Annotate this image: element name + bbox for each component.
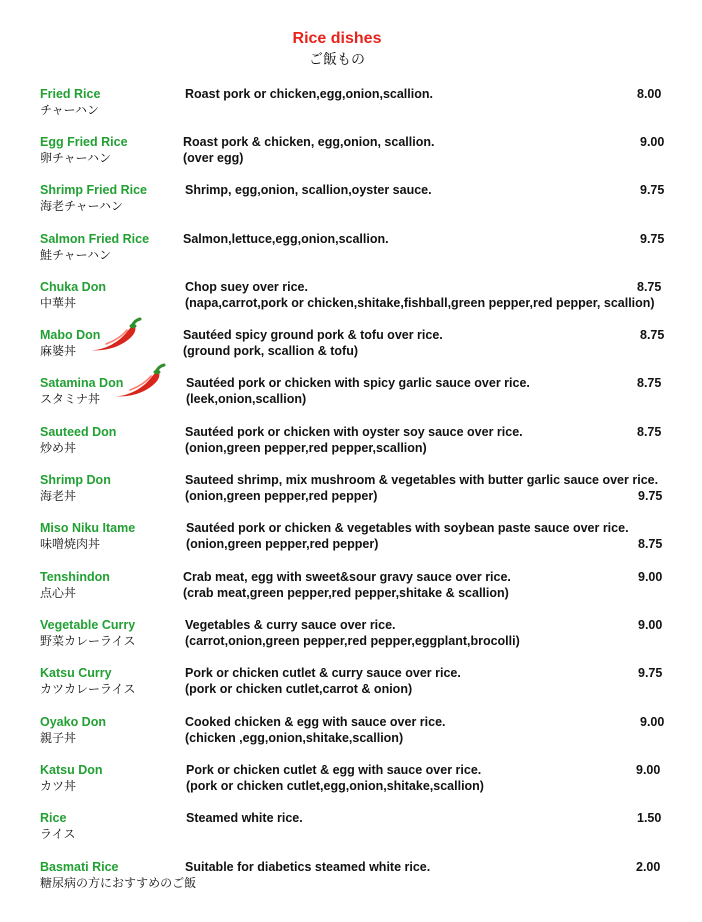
menu-item: [0, 520, 702, 560]
dish-ingredients: (carrot,onion,green pepper,red pepper,eggplant,brocolli): [185, 634, 520, 648]
dish-price: 9.75: [638, 666, 663, 680]
dish-ingredients: (onion,green pepper,red pepper,scallion): [185, 441, 427, 455]
dish-name: Katsu Don: [40, 763, 103, 777]
chili-pepper-icon: [110, 363, 166, 399]
dish-price: 9.75: [640, 183, 665, 197]
dish-price: 2.00: [636, 860, 661, 874]
dish-name: Chuka Don: [40, 280, 106, 294]
dish-description: Suitable for diabetics steamed white rice.: [185, 860, 431, 874]
dish-description: Sauteed shrimp, mix mushroom & vegetables with butter garlic sauce over rice.: [185, 473, 659, 487]
menu-item: [0, 327, 702, 367]
chili-pepper-icon: [86, 317, 142, 353]
menu-item: [0, 86, 702, 126]
menu-item: [0, 279, 702, 319]
dish-name: Katsu Curry: [40, 666, 112, 680]
menu-item: [0, 665, 702, 705]
menu-item: [0, 424, 702, 464]
dish-name: Shrimp Don: [40, 473, 111, 487]
dish-japanese-name: チャーハン: [40, 103, 100, 117]
menu-item: [0, 762, 702, 802]
dish-description: Roast pork & chicken, egg,onion, scallion.: [183, 135, 435, 149]
dish-name: Satamina Don: [40, 376, 124, 390]
dish-name: Tenshindon: [40, 570, 110, 584]
dish-description: Salmon,lettuce,egg,onion,scallion.: [183, 232, 389, 246]
dish-ingredients: (onion,green pepper,red pepper): [186, 537, 379, 551]
dish-ingredients: (onion,green pepper,red pepper): [185, 489, 378, 503]
dish-name: Basmati Rice: [40, 860, 119, 874]
dish-description: Pork or chicken cutlet & egg with sauce over rice.: [186, 763, 482, 777]
dish-name: Vegetable Curry: [40, 618, 136, 632]
dish-price: 9.75: [638, 489, 663, 503]
dish-japanese-name: 糖尿病の方におすすめのご飯: [40, 876, 197, 890]
dish-ingredients: (ground pork, scallion & tofu): [183, 344, 358, 358]
dish-price: 8.75: [637, 376, 662, 390]
dish-japanese-name: 卵チャーハン: [40, 151, 112, 165]
dish-price: 9.75: [640, 232, 665, 246]
dish-japanese-name: 麻婆丼: [40, 344, 77, 358]
dish-japanese-name: 味噌焼肉丼: [40, 537, 101, 551]
dish-ingredients: (leek,onion,scallion): [186, 392, 307, 406]
dish-price: 9.00: [640, 135, 665, 149]
dish-japanese-name: 親子丼: [40, 731, 77, 745]
menu-item: [0, 182, 702, 222]
dish-japanese-name: 海老丼: [40, 489, 77, 503]
dish-ingredients: (pork or chicken cutlet,carrot & onion): [185, 682, 413, 696]
dish-japanese-name: カツカレーライス: [40, 682, 136, 696]
dish-price: 9.00: [638, 570, 663, 584]
menu-item: [0, 859, 702, 899]
dish-description: Sautéed pork or chicken with spicy garlic sauce over rice.: [186, 376, 530, 390]
dish-japanese-name: 炒め丼: [40, 441, 77, 455]
dish-description: Steamed white rice.: [186, 811, 303, 825]
menu-item: [0, 134, 702, 174]
menu-item: [0, 375, 702, 415]
dish-description: Chop suey over rice.: [185, 280, 308, 294]
menu-item: [0, 810, 702, 850]
dish-price: 9.00: [636, 763, 661, 777]
dish-ingredients: (chicken ,egg,onion,shitake,scallion): [185, 731, 404, 745]
dish-ingredients: (pork or chicken cutlet,egg,onion,shitake,scallion): [186, 779, 484, 793]
dish-ingredients: (crab meat,green pepper,red pepper,shitake & scallion): [183, 586, 509, 600]
dish-japanese-name: スタミナ丼: [40, 392, 101, 406]
menu-subtitle: ご飯もの: [309, 52, 365, 68]
menu-item: [0, 231, 702, 271]
menu-item: [0, 569, 702, 609]
dish-name: Egg Fried Rice: [40, 135, 128, 149]
dish-japanese-name: 鮭チャーハン: [40, 248, 112, 262]
dish-description: Sautéed pork or chicken & vegetables with soybean paste sauce over rice.: [186, 521, 629, 535]
dish-description: Vegetables & curry sauce over rice.: [185, 618, 396, 632]
dish-name: Oyako Don: [40, 715, 106, 729]
dish-name: Rice: [40, 811, 67, 825]
dish-price: 1.50: [637, 811, 662, 825]
dish-price: 9.00: [640, 715, 665, 729]
dish-name: Shrimp Fried Rice: [40, 183, 147, 197]
dish-japanese-name: 海老チャーハン: [40, 199, 124, 213]
dish-description: Sautéed pork or chicken with oyster soy sauce over rice.: [185, 425, 523, 439]
dish-price: 8.75: [640, 328, 665, 342]
dish-japanese-name: 野菜カレーライス: [40, 634, 136, 648]
dish-price: 8.75: [637, 280, 662, 294]
menu-header: [0, 29, 702, 69]
dish-description: Sautéed spicy ground pork & tofu over rice.: [183, 328, 443, 342]
dish-name: Fried Rice: [40, 87, 101, 101]
dish-description: Crab meat, egg with sweet&sour gravy sauce over rice.: [183, 570, 511, 584]
dish-name: Salmon Fried Rice: [40, 232, 150, 246]
dish-description: Pork or chicken cutlet & curry sauce over rice.: [185, 666, 461, 680]
menu-item: [0, 472, 702, 512]
dish-ingredients: (over egg): [183, 151, 244, 165]
dish-price: 8.75: [638, 537, 663, 551]
dish-price: 8.00: [637, 87, 662, 101]
dish-ingredients: (napa,carrot,pork or chicken,shitake,fishball,green pepper,red pepper, scallion): [185, 296, 655, 310]
dish-japanese-name: カツ丼: [40, 779, 77, 793]
dish-japanese-name: 中華丼: [40, 296, 77, 310]
menu-item: [0, 714, 702, 754]
dish-name: Miso Niku Itame: [40, 521, 136, 535]
dish-description: Cooked chicken & egg with sauce over rice.: [185, 715, 446, 729]
dish-name: Mabo Don: [40, 328, 101, 342]
dish-japanese-name: ライス: [40, 827, 76, 841]
dish-price: 9.00: [638, 618, 663, 632]
menu-title: Rice dishes: [292, 30, 382, 47]
dish-description: Roast pork or chicken,egg,onion,scallion.: [185, 87, 433, 101]
dish-japanese-name: 点心丼: [40, 586, 77, 600]
dish-price: 8.75: [637, 425, 662, 439]
dish-description: Shrimp, egg,onion, scallion,oyster sauce.: [185, 183, 432, 197]
menu-item: [0, 617, 702, 657]
dish-name: Sauteed Don: [40, 425, 117, 439]
